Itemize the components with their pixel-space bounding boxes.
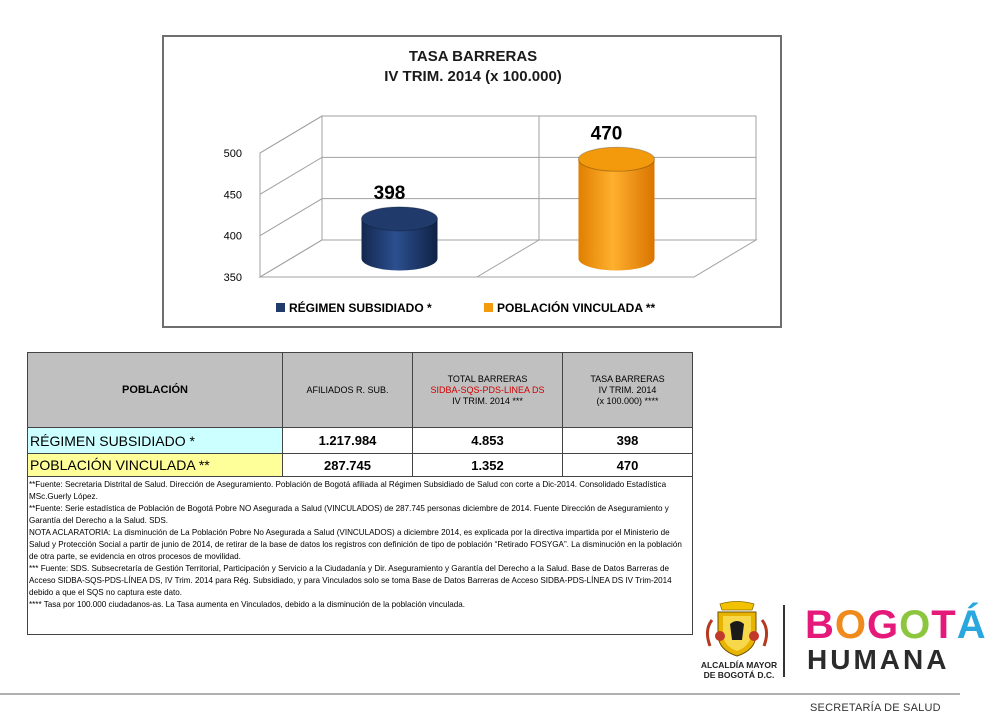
bar-top <box>579 147 655 171</box>
note-fuente-barreras: *** Fuente: SDS. Subsecretaría de Gestión Territorial, Participación y Servicio a la Ciudadanía y Dir. Aseguramiento y Garantía del Derecho a la Salud. Base de Datos Barreras de Acceso SIDBA-SQS-PDS-LÍNEA DS, IV Trim. 2014 para Rég. Subsidiado, y para Vinculados solo se toma Base de Datos Barreras de Acceso SIDBA-PDS-LÍNEA DS IV Trim-2014 debido a que el SQS no captura este dato. <box>29 564 672 597</box>
legend-swatch <box>484 303 493 312</box>
tasa-subsidiado: 398 <box>563 428 693 454</box>
alcaldia-line1: ALCALDÍA MAYOR <box>700 660 778 670</box>
footer-secretaria-label: SECRETARÍA DE SALUD <box>810 702 941 714</box>
chart-frame <box>162 35 782 328</box>
footer-divider <box>0 693 960 695</box>
legend-label: RÉGIMEN SUBSIDIADO * <box>289 301 432 315</box>
total-vinculada: 1.352 <box>413 454 563 477</box>
alcaldia-line2: DE BOGOTÁ D.C. <box>703 670 775 680</box>
chart-legend <box>276 300 656 315</box>
chart-subtitle: IV TRIM. 2014 (x 100.000) <box>384 68 562 85</box>
table-notes <box>28 477 693 635</box>
y-tick-label: 400 <box>223 230 242 243</box>
chart-title: TASA BARRERAS <box>408 48 538 65</box>
afiliados-subsidiado: 1.217.984 <box>283 428 413 454</box>
afiliados-vinculada: 287.745 <box>283 454 413 477</box>
gridline <box>260 199 756 236</box>
row-label-vinculada: POBLACIÓN VINCULADA ** <box>28 454 283 477</box>
notes-row <box>28 477 693 635</box>
logo-divider <box>783 605 785 677</box>
data-label: 470 <box>590 123 623 145</box>
bogota-letter: G <box>867 603 900 647</box>
header-tasa-barreras <box>563 353 693 428</box>
header-total-line2: SIDBA-SQS-PDS-LINEA DS <box>430 384 545 395</box>
note-fuente-vinculados: **Fuente: Serie estadística de Población de Bogotá Pobre NO Asegurada a Salud (VINCULADOS) de 287.745 personas diciembre de 2014. Fuente Dirección de Aseguramiento y Garantía del Derecho a la Salud. SDS. <box>29 504 669 525</box>
header-total-line1: TOTAL BARRERAS <box>447 373 528 384</box>
bogota-letter: T <box>931 603 957 647</box>
legend-label: POBLACIÓN VINCULADA ** <box>497 301 656 315</box>
data-table <box>27 352 693 635</box>
header-poblacion: POBLACIÓN <box>28 353 283 428</box>
note-fuente-subsidiado: **Fuente: Secretaria Distrital de Salud. Dirección de Aseguramiento. Población de Bogotá afiliada al Régimen Subsidiado de Salud con corte a Dic-2014. Consolidado Estadística MSc.Guerly López. <box>29 480 667 501</box>
bar-regimen-subsidiado <box>362 183 438 271</box>
y-tick-label: 350 <box>223 272 242 284</box>
header-afiliados: AFILIADOS R. SUB. <box>283 353 413 428</box>
gridline <box>260 116 756 153</box>
humana-wordmark: HUMANA <box>807 644 950 675</box>
plot-grid <box>260 116 756 277</box>
bar-chart <box>164 37 780 326</box>
table-header-row <box>28 353 693 428</box>
bogota-letter: B <box>805 603 835 647</box>
header-total-barreras <box>413 353 563 428</box>
tasa-vinculada: 470 <box>563 454 693 477</box>
gridline <box>260 157 756 194</box>
bar-poblacion-vinculada <box>579 123 655 270</box>
y-axis <box>224 148 242 284</box>
header-tasa-line2: IV TRIM. 2014 <box>598 384 657 395</box>
note-aclaratoria: NOTA ACLARATORIA: La disminución de La Población Pobre No Asegurada a Salud (VINCULADOS) a diciembre 2014, es explicada por la directiva impartida por el Ministerio de Salud y Protección Social a partir de junio de 2014, de retirar de la base de datos los registros con definición de tipo de población “Retirado FOSYGA”. La disminución en la población de otra parte, se evidencia en otros procesos de movilidad. <box>29 528 682 561</box>
coat-of-arms-icon <box>690 600 785 658</box>
y-tick-label: 500 <box>223 148 242 160</box>
header-tasa-line1: TASA BARRERAS <box>590 373 665 384</box>
bogota-letter: O <box>899 603 932 647</box>
bogota-letter: O <box>834 603 868 647</box>
legend-swatch <box>276 303 285 312</box>
header-total-line3: IV TRIM. 2014 *** <box>452 395 523 406</box>
bogota-letter: Á <box>956 603 987 647</box>
header-tasa-line3: (x 100.000) **** <box>596 395 659 406</box>
total-subsidiado: 4.853 <box>413 428 563 454</box>
y-tick-label: 450 <box>223 189 242 202</box>
bogota-wordmark <box>805 605 987 645</box>
bar-top <box>362 207 438 231</box>
data-label: 398 <box>373 182 406 204</box>
bar-body <box>579 159 655 270</box>
table-row <box>28 454 693 477</box>
row-label-subsidiado: RÉGIMEN SUBSIDIADO * <box>28 428 283 454</box>
table-row <box>28 428 693 454</box>
alcaldia-label <box>684 660 794 680</box>
note-tasa: **** Tasa por 100.000 ciudadanos-as. La Tasa aumenta en Vinculados, debido a la disminución de la población vinculada. <box>29 600 466 609</box>
